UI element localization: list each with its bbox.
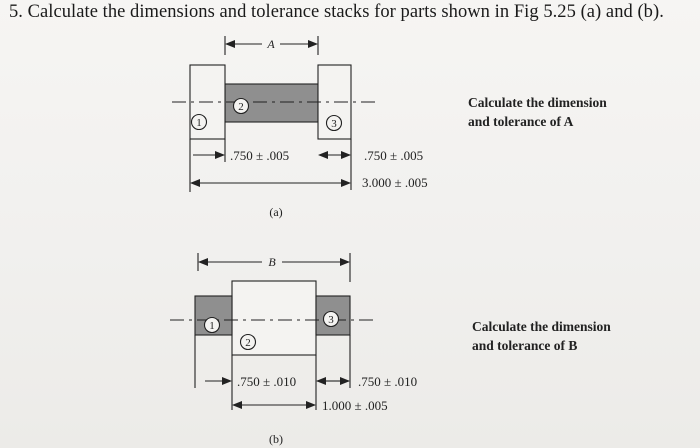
part-label-b1: 1 bbox=[209, 320, 215, 332]
note-a-line-1: Calculate the dimension bbox=[468, 95, 607, 110]
dim-a-right-text: .750 ± .005 bbox=[364, 148, 424, 163]
figure-a bbox=[172, 36, 378, 192]
caption-b: (b) bbox=[269, 432, 283, 446]
dim-b-right-text: .750 ± .010 bbox=[358, 374, 418, 389]
part-label-b2: 2 bbox=[245, 337, 251, 349]
dim-b-total-text: 1.000 ± .005 bbox=[322, 398, 388, 413]
dim-b-left-text: .750 ± .010 bbox=[237, 374, 297, 389]
dim-a-label: A bbox=[267, 37, 275, 51]
part-label-a3: 3 bbox=[331, 118, 337, 130]
dim-b-label: B bbox=[268, 255, 276, 269]
dim-a-left-text: .750 ± .005 bbox=[230, 148, 290, 163]
note-b bbox=[472, 317, 611, 355]
note-b-line-1: Calculate the dimension bbox=[472, 319, 611, 334]
question-text: 5. Calculate the dimensions and tolerance stacks for parts shown in Fig 5.25 (a) and (b). bbox=[9, 2, 664, 22]
note-b-line-2: and tolerance of B bbox=[472, 338, 578, 353]
part-label-a2: 2 bbox=[238, 101, 244, 113]
part-label-b3: 3 bbox=[328, 314, 334, 326]
dim-a-total-text: 3.000 ± .005 bbox=[362, 175, 428, 190]
part-label-a1: 1 bbox=[196, 117, 202, 129]
note-a bbox=[468, 93, 607, 131]
caption-a: (a) bbox=[269, 205, 283, 219]
note-a-line-2: and tolerance of A bbox=[468, 114, 574, 129]
